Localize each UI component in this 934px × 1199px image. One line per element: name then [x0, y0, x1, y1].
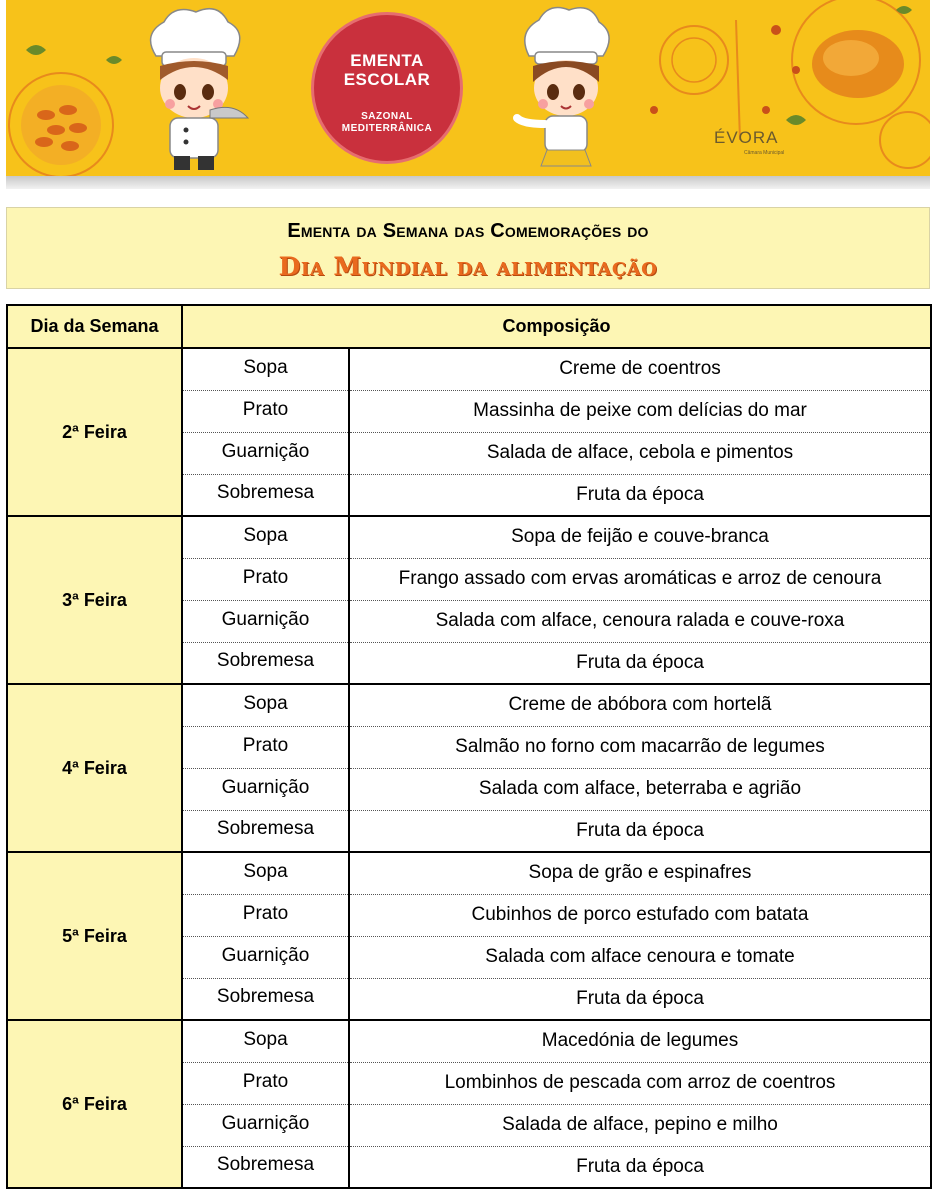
dish-cell: Salada de alface, pepino e milho — [349, 1104, 931, 1146]
category-cell: Guarnição — [182, 600, 349, 642]
category-cell: Guarnição — [182, 1104, 349, 1146]
food-plate-illustration-right — [646, 0, 930, 176]
table-header-row — [7, 305, 931, 348]
category-cell: Sobremesa — [182, 1146, 349, 1188]
badge-line-3: SAZONAL — [361, 111, 413, 122]
dish-cell: Creme de coentros — [349, 348, 931, 390]
category-cell: Prato — [182, 558, 349, 600]
category-cell: Sopa — [182, 852, 349, 894]
dish-cell: Fruta da época — [349, 474, 931, 516]
category-cell: Prato — [182, 726, 349, 768]
dish-cell: Salada com alface, cenoura ralada e couve-roxa — [349, 600, 931, 642]
category-cell: Sopa — [182, 1020, 349, 1062]
dish-cell: Massinha de peixe com delícias do mar — [349, 390, 931, 432]
dish-cell: Salmão no forno com macarrão de legumes — [349, 726, 931, 768]
dish-cell: Creme de abóbora com hortelã — [349, 684, 931, 726]
category-cell: Sopa — [182, 516, 349, 558]
category-cell: Sobremesa — [182, 474, 349, 516]
weekly-menu-table — [6, 304, 932, 1189]
category-cell: Sobremesa — [182, 810, 349, 852]
day-cell: 2ª Feira — [7, 348, 182, 516]
category-cell: Prato — [182, 390, 349, 432]
dish-cell: Lombinhos de pescada com arroz de coentros — [349, 1062, 931, 1104]
evora-logo-subtext: Câmara Municipal — [744, 150, 785, 156]
dish-cell: Salada de alface, cebola e pimentos — [349, 432, 931, 474]
badge-line-2: ESCOLAR — [343, 70, 431, 89]
banner-shadow — [6, 176, 930, 189]
title-line-2: Dia Mundial da alimentação — [278, 252, 658, 281]
table-row — [7, 516, 931, 558]
day-cell: 4ª Feira — [7, 684, 182, 852]
badge-line-1: EMENTA — [350, 51, 424, 70]
chef-boy-illustration — [134, 6, 254, 174]
day-cell: 6ª Feira — [7, 1020, 182, 1188]
table-row — [7, 852, 931, 894]
dish-cell: Salada com alface, beterraba e agrião — [349, 768, 931, 810]
day-cell: 3ª Feira — [7, 516, 182, 684]
dish-cell: Sopa de feijão e couve-branca — [349, 516, 931, 558]
category-cell: Sopa — [182, 684, 349, 726]
category-cell: Guarnição — [182, 936, 349, 978]
table-row — [7, 348, 931, 390]
category-cell: Sobremesa — [182, 978, 349, 1020]
dish-cell: Salada com alface cenoura e tomate — [349, 936, 931, 978]
dish-cell: Sopa de grão e espinafres — [349, 852, 931, 894]
title-box — [6, 207, 930, 289]
day-cell: 5ª Feira — [7, 852, 182, 1020]
header-day: Dia da Semana — [7, 305, 182, 348]
chef-girl-illustration — [511, 4, 621, 174]
header-banner — [6, 0, 930, 176]
dish-cell: Fruta da época — [349, 978, 931, 1020]
badge-line-4: MEDITERRÂNICA — [341, 123, 433, 134]
food-bowl-illustration-left — [6, 30, 136, 176]
dish-cell: Macedónia de legumes — [349, 1020, 931, 1062]
dish-cell: Frango assado com ervas aromáticas e arroz de cenoura — [349, 558, 931, 600]
category-cell: Prato — [182, 894, 349, 936]
evora-logo-text: ÉVORA — [714, 128, 779, 147]
category-cell: Sopa — [182, 348, 349, 390]
dish-cell: Fruta da época — [349, 810, 931, 852]
category-cell: Sobremesa — [182, 642, 349, 684]
title-line-1: Ementa da Semana das Comemorações do — [287, 220, 649, 242]
category-cell: Guarnição — [182, 768, 349, 810]
evora-logo — [714, 128, 804, 148]
dish-cell: Cubinhos de porco estufado com batata — [349, 894, 931, 936]
category-cell: Guarnição — [182, 432, 349, 474]
table-body — [7, 348, 931, 1188]
ementa-escolar-badge — [311, 12, 463, 164]
category-cell: Prato — [182, 1062, 349, 1104]
dish-cell: Fruta da época — [349, 642, 931, 684]
table-row — [7, 684, 931, 726]
table-row — [7, 1020, 931, 1062]
dish-cell: Fruta da época — [349, 1146, 931, 1188]
header-composition: Composição — [182, 305, 931, 348]
